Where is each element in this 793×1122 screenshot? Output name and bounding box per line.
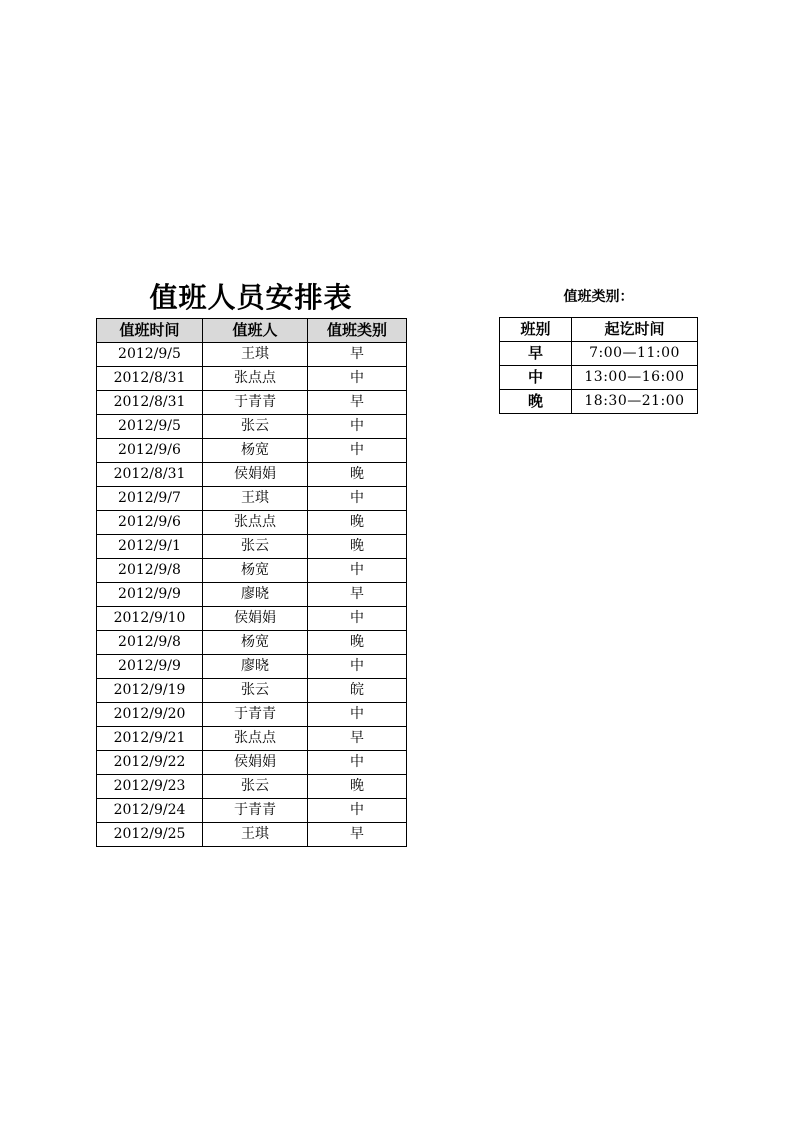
duty-type-cell: 晚	[308, 511, 407, 535]
duty-date-cell: 2012/9/5	[97, 343, 203, 367]
duty-person-cell: 杨宽	[203, 439, 308, 463]
duty-type-cell: 晚	[308, 463, 407, 487]
duty-date-cell: 2012/9/1	[97, 535, 203, 559]
duty-type-cell: 中	[308, 655, 407, 679]
duty-person-cell: 张点点	[203, 367, 308, 391]
legend-shift-cell: 中	[500, 366, 572, 390]
table-row	[97, 367, 407, 391]
duty-person-cell: 张云	[203, 535, 308, 559]
duty-date-cell: 2012/9/6	[97, 439, 203, 463]
duty-person-cell: 杨宽	[203, 559, 308, 583]
table-row	[97, 799, 407, 823]
duty-type-cell: 早	[308, 583, 407, 607]
duty-person-cell: 廖晓	[203, 655, 308, 679]
legend-row	[500, 390, 698, 414]
header-duty-type: 值班类别	[308, 319, 407, 343]
table-row	[97, 631, 407, 655]
table-row	[97, 607, 407, 631]
legend-shift-cell: 早	[500, 342, 572, 366]
header-duty-person: 值班人	[203, 319, 308, 343]
duty-date-cell: 2012/9/23	[97, 775, 203, 799]
duty-type-cell: 中	[308, 439, 407, 463]
legend-time-range-cell: 7:00—11:00	[572, 342, 698, 366]
duty-date-cell: 2012/9/24	[97, 799, 203, 823]
table-row	[97, 511, 407, 535]
duty-person-cell: 张点点	[203, 511, 308, 535]
duty-person-cell: 王琪	[203, 343, 308, 367]
duty-date-cell: 2012/9/9	[97, 583, 203, 607]
duty-date-cell: 2012/8/31	[97, 367, 203, 391]
duty-date-cell: 2012/8/31	[97, 391, 203, 415]
table-row	[97, 487, 407, 511]
duty-date-cell: 2012/9/5	[97, 415, 203, 439]
duty-person-cell: 侯娟娟	[203, 463, 308, 487]
legend-body	[500, 342, 698, 414]
legend-row	[500, 342, 698, 366]
duty-type-cell: 晚	[308, 535, 407, 559]
legend-title: 值班类别：	[563, 289, 634, 305]
table-row	[97, 751, 407, 775]
duty-date-cell: 2012/9/8	[97, 559, 203, 583]
duty-person-cell: 张云	[203, 775, 308, 799]
page-title: 值班人员安排表	[149, 281, 353, 314]
duty-type-cell: 中	[308, 703, 407, 727]
table-row	[97, 535, 407, 559]
legend-time-range-cell: 18:30—21:00	[572, 390, 698, 414]
legend-shift-cell: 晚	[500, 390, 572, 414]
table-row	[97, 343, 407, 367]
duty-person-cell: 于青青	[203, 799, 308, 823]
duty-date-cell: 2012/9/6	[97, 511, 203, 535]
duty-type-cell: 中	[308, 799, 407, 823]
table-row	[97, 823, 407, 847]
duty-type-cell: 晚	[308, 631, 407, 655]
legend-row	[500, 366, 698, 390]
duty-type-cell: 中	[308, 559, 407, 583]
duty-type-cell: 中	[308, 607, 407, 631]
duty-person-cell: 侯娟娟	[203, 607, 308, 631]
table-row	[97, 775, 407, 799]
duty-type-cell: 皖	[308, 679, 407, 703]
duty-type-cell: 中	[308, 415, 407, 439]
duty-person-cell: 于青青	[203, 703, 308, 727]
duty-type-cell: 早	[308, 823, 407, 847]
duty-date-cell: 2012/9/25	[97, 823, 203, 847]
duty-date-cell: 2012/9/7	[97, 487, 203, 511]
shift-legend-table	[499, 317, 698, 414]
table-row	[97, 655, 407, 679]
table-row	[97, 439, 407, 463]
schedule-header-row	[97, 319, 407, 343]
duty-person-cell: 杨宽	[203, 631, 308, 655]
table-row	[97, 559, 407, 583]
table-row	[97, 679, 407, 703]
duty-person-cell: 王琪	[203, 823, 308, 847]
duty-person-cell: 王琪	[203, 487, 308, 511]
legend-header-shift: 班别	[500, 318, 572, 342]
duty-date-cell: 2012/9/20	[97, 703, 203, 727]
schedule-body	[97, 343, 407, 847]
legend-time-range-cell: 13:00—16:00	[572, 366, 698, 390]
duty-date-cell: 2012/8/31	[97, 463, 203, 487]
duty-person-cell: 张云	[203, 679, 308, 703]
table-row	[97, 391, 407, 415]
duty-type-cell: 晚	[308, 775, 407, 799]
duty-type-cell: 早	[308, 727, 407, 751]
duty-person-cell: 张云	[203, 415, 308, 439]
schedule-table	[96, 318, 407, 847]
duty-date-cell: 2012/9/19	[97, 679, 203, 703]
duty-date-cell: 2012/9/22	[97, 751, 203, 775]
table-row	[97, 583, 407, 607]
duty-date-cell: 2012/9/10	[97, 607, 203, 631]
duty-date-cell: 2012/9/8	[97, 631, 203, 655]
duty-date-cell: 2012/9/9	[97, 655, 203, 679]
duty-type-cell: 中	[308, 487, 407, 511]
header-duty-date: 值班时间	[97, 319, 203, 343]
legend-header-row	[500, 318, 698, 342]
table-row	[97, 463, 407, 487]
table-row	[97, 415, 407, 439]
table-row	[97, 703, 407, 727]
duty-person-cell: 于青青	[203, 391, 308, 415]
table-row	[97, 727, 407, 751]
duty-type-cell: 中	[308, 751, 407, 775]
duty-type-cell: 中	[308, 367, 407, 391]
duty-type-cell: 早	[308, 343, 407, 367]
duty-date-cell: 2012/9/21	[97, 727, 203, 751]
duty-type-cell: 早	[308, 391, 407, 415]
duty-person-cell: 廖晓	[203, 583, 308, 607]
duty-person-cell: 侯娟娟	[203, 751, 308, 775]
legend-header-time-range: 起讫时间	[572, 318, 698, 342]
duty-person-cell: 张点点	[203, 727, 308, 751]
